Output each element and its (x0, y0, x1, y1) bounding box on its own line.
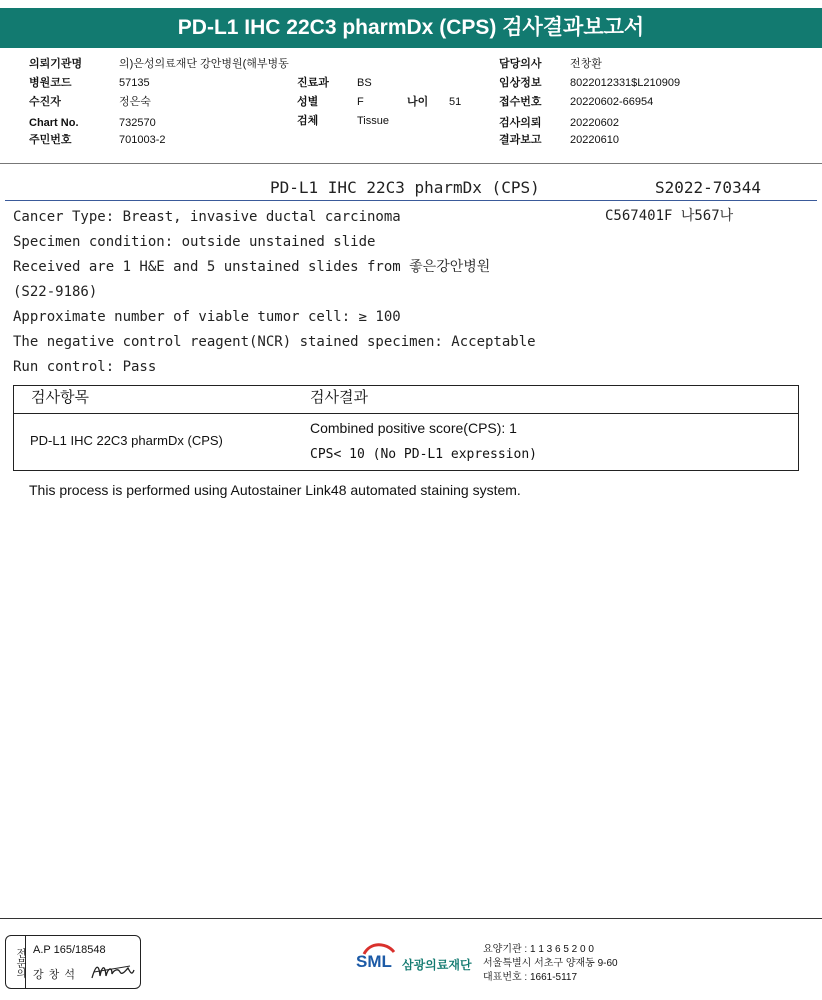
table-row-divider (14, 413, 798, 414)
label-receipt-no: 접수번호 (499, 96, 542, 108)
header-test-result: 검사결과 (310, 389, 368, 406)
value-hospital-code: 57135 (119, 77, 150, 89)
value-clinical-info: 8022012331$L210909 (570, 77, 681, 89)
label-clinical-info: 임상정보 (499, 77, 542, 89)
value-specimen: Tissue (357, 115, 389, 127)
value-request-date: 20220602 (570, 117, 619, 129)
label-patient: 수진자 (29, 96, 61, 108)
label-resident-no: 주민번호 (29, 134, 72, 146)
report-title: PD-L1 IHC 22C3 pharmDx (CPS) 검사결과보고서 (0, 8, 822, 48)
pathologist-box (5, 935, 141, 989)
value-chart-no: 732570 (119, 117, 156, 129)
label-request-date: 검사의뢰 (499, 117, 542, 129)
value-doctor: 전창환 (570, 58, 602, 70)
cell-test-item: PD-L1 IHC 22C3 pharmDx (CPS) (30, 433, 223, 448)
value-patient: 정은숙 (119, 96, 151, 108)
logo-name: 삼광의료재단 (402, 958, 472, 972)
value-sex: F (357, 96, 364, 108)
address: 서울특별시 서초구 양재동 9-60 (483, 958, 618, 969)
result-table (13, 385, 799, 471)
line-received: Received are 1 H&E and 5 unstained slides from 좋은강안병원 (13, 259, 491, 275)
label-hospital-code: 병원코드 (29, 77, 72, 89)
title-underline (5, 200, 817, 201)
line-ncr: The negative control reagent(NCR) stained specimen: Acceptable (13, 334, 536, 350)
value-resident-no: 701003-2 (119, 134, 166, 146)
line-tumor-cells: Approximate number of viable tumor cell: ≥ 100 (13, 309, 401, 325)
label-report-date: 결과보고 (499, 134, 542, 146)
ap-number: A.P 165/18548 (33, 944, 106, 956)
value-report-date: 20220610 (570, 134, 619, 146)
logo-mark: SML (356, 952, 392, 971)
pathologist-name: 강 창 석 (33, 969, 76, 981)
process-note: This process is performed using Autostainer Link48 automated staining system. (29, 482, 521, 498)
value-receipt-no: 20220602-66954 (570, 96, 654, 108)
block-id: C567401F 나567나 (605, 208, 734, 224)
label-doctor: 담당의사 (499, 58, 542, 70)
label-chart-no: Chart No. (29, 117, 79, 129)
cell-cps-score: Combined positive score(CPS): 1 (310, 420, 517, 436)
label-sex: 성별 (297, 96, 319, 108)
value-age: 51 (449, 96, 462, 108)
test-title: PD-L1 IHC 22C3 pharmDx (CPS) (270, 178, 540, 197)
signature-icon (90, 960, 136, 982)
line-cancer-type: Cancer Type: Breast, invasive ductal carcinoma (13, 209, 401, 225)
phone: 대표번호 : 1661-5117 (483, 972, 578, 983)
value-institution: 의)은성의료재단 강안병원(해부병동 (119, 58, 289, 70)
value-department: BS (357, 77, 372, 89)
line-run-control: Run control: Pass (13, 359, 157, 375)
org-code: 요양기관 : 1 1 3 6 5 2 0 0 (483, 944, 594, 955)
header-test-item: 검사항목 (31, 389, 89, 406)
report-number: S2022-70344 (655, 178, 761, 197)
line-case-ref: (S22-9186) (13, 284, 98, 300)
cell-cps-interpretation: CPS< 10 (No PD-L1 expression) (310, 447, 537, 462)
label-institution: 의뢰기관명 (29, 58, 83, 70)
label-department: 진료과 (297, 77, 329, 89)
specialist-label: 전문의 (6, 936, 26, 988)
label-specimen: 검체 (297, 115, 319, 127)
footer-divider (0, 918, 822, 919)
label-age: 나이 (407, 96, 429, 108)
line-specimen-condition: Specimen condition: outside unstained slide (13, 234, 376, 250)
info-divider (0, 163, 822, 164)
